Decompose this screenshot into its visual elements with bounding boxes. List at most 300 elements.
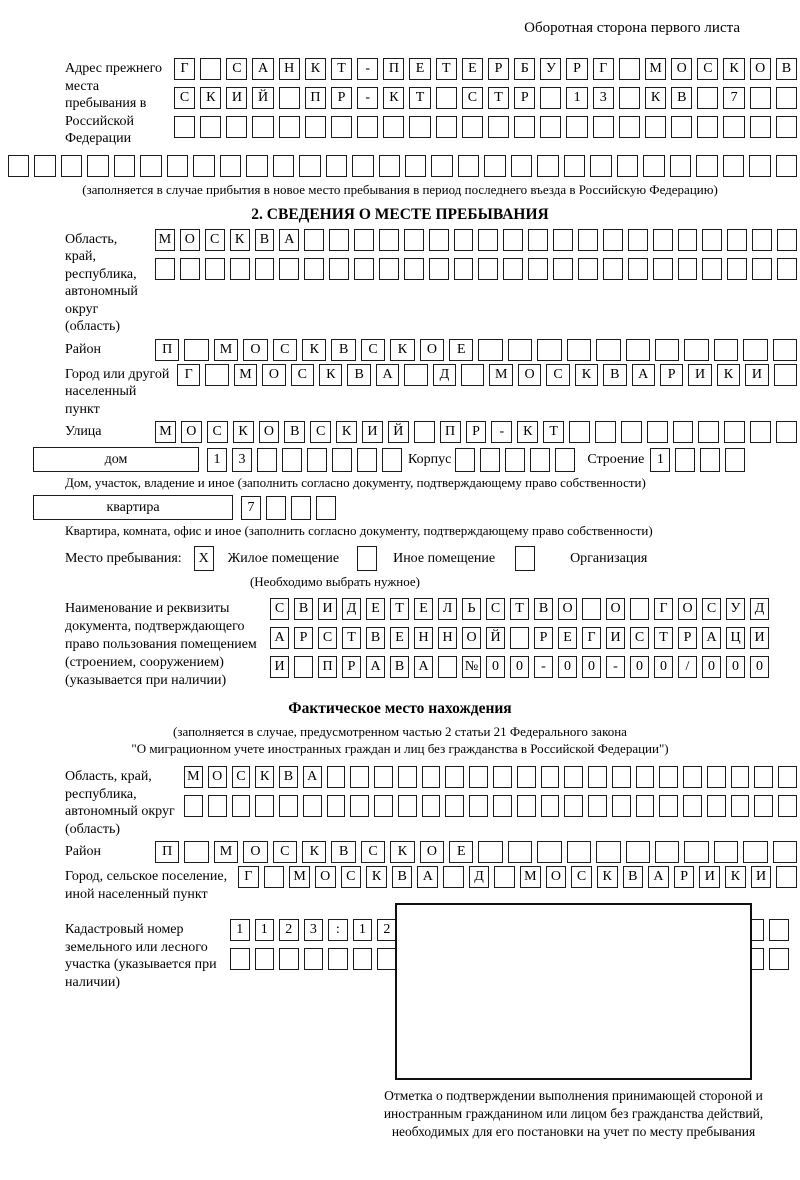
char-box[interactable]: А xyxy=(303,766,322,788)
char-box[interactable]: И xyxy=(226,87,247,109)
char-box[interactable]: К xyxy=(319,364,342,386)
char-box[interactable] xyxy=(774,364,797,386)
char-box[interactable]: О xyxy=(180,229,200,251)
char-box[interactable]: К xyxy=(336,421,357,443)
char-box[interactable]: О xyxy=(546,866,567,888)
char-box[interactable]: 3 xyxy=(304,919,324,941)
char-box[interactable] xyxy=(469,766,488,788)
char-box[interactable] xyxy=(621,421,642,443)
char-box[interactable]: О xyxy=(671,58,692,80)
char-box[interactable] xyxy=(353,948,373,970)
char-box[interactable] xyxy=(588,795,607,817)
char-box[interactable] xyxy=(684,841,708,863)
char-box[interactable]: П xyxy=(305,87,326,109)
char-box[interactable]: С xyxy=(273,339,297,361)
char-box[interactable]: М xyxy=(645,58,666,80)
char-box[interactable] xyxy=(643,155,664,177)
char-box[interactable]: В xyxy=(347,364,370,386)
char-box[interactable]: Р xyxy=(678,627,697,649)
char-box[interactable]: Д xyxy=(750,598,769,620)
char-box[interactable]: К xyxy=(255,766,274,788)
char-box[interactable]: К xyxy=(230,229,250,251)
char-box[interactable]: В xyxy=(279,766,298,788)
char-box[interactable]: 0 xyxy=(486,656,505,678)
char-box[interactable] xyxy=(582,598,601,620)
char-box[interactable]: М xyxy=(520,866,541,888)
char-box[interactable] xyxy=(697,87,718,109)
char-box[interactable] xyxy=(279,795,298,817)
char-box[interactable] xyxy=(714,339,738,361)
char-box[interactable]: В xyxy=(776,58,797,80)
char-box[interactable] xyxy=(683,766,702,788)
char-box[interactable] xyxy=(455,448,475,472)
char-box[interactable] xyxy=(743,841,767,863)
char-box[interactable]: 0 xyxy=(726,656,745,678)
char-box[interactable]: М xyxy=(234,364,257,386)
char-box[interactable]: К xyxy=(200,87,221,109)
char-box[interactable] xyxy=(727,229,747,251)
char-box[interactable]: Д xyxy=(469,866,490,888)
char-box[interactable] xyxy=(540,87,561,109)
char-box[interactable] xyxy=(655,339,679,361)
char-box[interactable]: 1 xyxy=(230,919,250,941)
char-box[interactable] xyxy=(630,598,649,620)
char-box[interactable]: В xyxy=(671,87,692,109)
char-box[interactable] xyxy=(776,421,797,443)
char-box[interactable] xyxy=(193,155,214,177)
char-box[interactable] xyxy=(540,116,561,138)
char-box[interactable]: А xyxy=(366,656,385,678)
char-box[interactable] xyxy=(578,229,598,251)
char-box[interactable] xyxy=(773,841,797,863)
char-box[interactable] xyxy=(350,795,369,817)
char-box[interactable]: О xyxy=(462,627,481,649)
char-box[interactable] xyxy=(697,116,718,138)
organization-checkbox[interactable] xyxy=(515,546,535,571)
char-box[interactable]: К xyxy=(366,866,387,888)
char-box[interactable] xyxy=(678,229,698,251)
char-box[interactable]: О xyxy=(262,364,285,386)
char-box[interactable] xyxy=(398,766,417,788)
char-box[interactable] xyxy=(478,841,502,863)
char-box[interactable]: И xyxy=(606,627,625,649)
char-box[interactable] xyxy=(232,795,251,817)
char-box[interactable] xyxy=(655,841,679,863)
char-box[interactable] xyxy=(304,948,324,970)
char-box[interactable]: С xyxy=(174,87,195,109)
char-box[interactable] xyxy=(564,155,585,177)
char-box[interactable]: И xyxy=(750,627,769,649)
char-box[interactable] xyxy=(752,229,772,251)
char-box[interactable] xyxy=(184,795,203,817)
char-box[interactable]: К xyxy=(233,421,254,443)
char-box[interactable] xyxy=(567,339,591,361)
char-box[interactable] xyxy=(505,448,525,472)
char-box[interactable]: К xyxy=(390,841,414,863)
char-box[interactable]: Г xyxy=(238,866,259,888)
char-box[interactable] xyxy=(398,795,417,817)
char-box[interactable] xyxy=(409,116,430,138)
char-box[interactable]: Е xyxy=(449,339,473,361)
char-box[interactable] xyxy=(462,116,483,138)
char-box[interactable]: Н xyxy=(414,627,433,649)
char-box[interactable]: Б xyxy=(514,58,535,80)
char-box[interactable] xyxy=(511,155,532,177)
char-box[interactable] xyxy=(517,766,536,788)
char-box[interactable]: П xyxy=(155,339,179,361)
char-box[interactable]: Е xyxy=(366,598,385,620)
char-box[interactable]: Т xyxy=(390,598,409,620)
char-box[interactable]: С xyxy=(361,841,385,863)
char-box[interactable] xyxy=(508,339,532,361)
char-box[interactable] xyxy=(707,766,726,788)
char-box[interactable] xyxy=(731,766,750,788)
char-box[interactable]: Н xyxy=(438,627,457,649)
char-box[interactable] xyxy=(87,155,108,177)
char-box[interactable] xyxy=(484,155,505,177)
char-box[interactable] xyxy=(279,948,299,970)
char-box[interactable] xyxy=(404,258,424,280)
char-box[interactable] xyxy=(628,258,648,280)
char-box[interactable]: 0 xyxy=(582,656,601,678)
char-box[interactable]: 7 xyxy=(723,87,744,109)
char-box[interactable]: А xyxy=(279,229,299,251)
char-box[interactable] xyxy=(698,421,719,443)
char-box[interactable] xyxy=(305,116,326,138)
char-box[interactable]: С xyxy=(291,364,314,386)
char-box[interactable]: И xyxy=(318,598,337,620)
char-box[interactable]: С xyxy=(341,866,362,888)
char-box[interactable]: С xyxy=(486,598,505,620)
char-box[interactable] xyxy=(494,866,515,888)
char-box[interactable] xyxy=(114,155,135,177)
char-box[interactable] xyxy=(316,496,336,520)
char-box[interactable] xyxy=(503,258,523,280)
char-box[interactable]: Т xyxy=(510,598,529,620)
char-box[interactable] xyxy=(307,448,327,472)
char-box[interactable]: В xyxy=(534,598,553,620)
char-box[interactable] xyxy=(205,364,228,386)
char-box[interactable] xyxy=(683,795,702,817)
char-box[interactable] xyxy=(478,258,498,280)
char-box[interactable] xyxy=(357,116,378,138)
char-box[interactable] xyxy=(537,841,561,863)
char-box[interactable]: О xyxy=(243,339,267,361)
char-box[interactable]: С xyxy=(273,841,297,863)
char-box[interactable] xyxy=(553,258,573,280)
char-box[interactable]: - xyxy=(491,421,512,443)
char-box[interactable] xyxy=(684,339,708,361)
char-box[interactable] xyxy=(671,116,692,138)
char-box[interactable] xyxy=(436,116,457,138)
char-box[interactable]: П xyxy=(318,656,337,678)
char-box[interactable]: Т xyxy=(543,421,564,443)
char-box[interactable]: О xyxy=(181,421,202,443)
residential-premises-checkbox[interactable]: X xyxy=(194,546,214,571)
char-box[interactable] xyxy=(528,258,548,280)
char-box[interactable] xyxy=(647,421,668,443)
char-box[interactable]: / xyxy=(678,656,697,678)
char-box[interactable]: О xyxy=(750,58,771,80)
char-box[interactable] xyxy=(414,421,435,443)
char-box[interactable] xyxy=(645,116,666,138)
char-box[interactable]: Л xyxy=(438,598,457,620)
char-box[interactable] xyxy=(246,155,267,177)
char-box[interactable] xyxy=(700,448,720,472)
char-box[interactable]: 0 xyxy=(654,656,673,678)
char-box[interactable] xyxy=(282,448,302,472)
char-box[interactable] xyxy=(404,364,427,386)
char-box[interactable]: У xyxy=(540,58,561,80)
char-box[interactable]: П xyxy=(155,841,179,863)
char-box[interactable]: 0 xyxy=(702,656,721,678)
char-box[interactable]: С xyxy=(697,58,718,80)
char-box[interactable] xyxy=(469,795,488,817)
char-box[interactable] xyxy=(255,948,275,970)
char-box[interactable]: 1 xyxy=(353,919,373,941)
char-box[interactable]: А xyxy=(414,656,433,678)
char-box[interactable] xyxy=(636,795,655,817)
char-box[interactable] xyxy=(354,229,374,251)
char-box[interactable]: О xyxy=(420,841,444,863)
char-box[interactable] xyxy=(702,229,722,251)
char-box[interactable] xyxy=(382,448,402,472)
char-box[interactable]: А xyxy=(702,627,721,649)
char-box[interactable]: А xyxy=(270,627,289,649)
char-box[interactable]: В xyxy=(331,841,355,863)
char-box[interactable]: В xyxy=(284,421,305,443)
char-box[interactable] xyxy=(255,258,275,280)
char-box[interactable] xyxy=(488,116,509,138)
char-box[interactable] xyxy=(750,116,771,138)
char-box[interactable] xyxy=(230,948,250,970)
char-box[interactable] xyxy=(696,155,717,177)
char-box[interactable]: А xyxy=(648,866,669,888)
char-box[interactable] xyxy=(617,155,638,177)
char-box[interactable]: С xyxy=(232,766,251,788)
char-box[interactable] xyxy=(553,229,573,251)
char-box[interactable]: Ь xyxy=(462,598,481,620)
char-box[interactable] xyxy=(619,116,640,138)
char-box[interactable] xyxy=(628,229,648,251)
char-box[interactable] xyxy=(537,339,561,361)
char-box[interactable] xyxy=(777,258,797,280)
char-box[interactable] xyxy=(374,795,393,817)
char-box[interactable] xyxy=(443,866,464,888)
char-box[interactable] xyxy=(541,766,560,788)
char-box[interactable]: Р xyxy=(466,421,487,443)
char-box[interactable] xyxy=(279,258,299,280)
char-box[interactable]: К xyxy=(517,421,538,443)
char-box[interactable]: С xyxy=(462,87,483,109)
char-box[interactable]: Р xyxy=(566,58,587,80)
char-box[interactable] xyxy=(675,448,695,472)
char-box[interactable]: М xyxy=(155,421,176,443)
char-box[interactable]: 0 xyxy=(750,656,769,678)
char-box[interactable] xyxy=(776,116,797,138)
char-box[interactable] xyxy=(619,58,640,80)
char-box[interactable]: Е xyxy=(462,58,483,80)
char-box[interactable] xyxy=(754,766,773,788)
char-box[interactable]: Р xyxy=(660,364,683,386)
char-box[interactable] xyxy=(707,795,726,817)
char-box[interactable] xyxy=(257,448,277,472)
char-box[interactable]: В xyxy=(366,627,385,649)
char-box[interactable] xyxy=(493,795,512,817)
char-box[interactable]: О xyxy=(259,421,280,443)
char-box[interactable] xyxy=(174,116,195,138)
char-box[interactable]: К xyxy=(390,339,414,361)
char-box[interactable] xyxy=(590,155,611,177)
char-box[interactable] xyxy=(140,155,161,177)
char-box[interactable] xyxy=(205,258,225,280)
char-box[interactable] xyxy=(379,258,399,280)
char-box[interactable] xyxy=(304,229,324,251)
char-box[interactable]: 2 xyxy=(377,919,397,941)
char-box[interactable] xyxy=(743,339,767,361)
char-box[interactable] xyxy=(167,155,188,177)
char-box[interactable] xyxy=(431,155,452,177)
char-box[interactable] xyxy=(714,841,738,863)
char-box[interactable]: М xyxy=(489,364,512,386)
char-box[interactable] xyxy=(754,795,773,817)
apartment-type-box[interactable]: квартира xyxy=(33,495,233,520)
char-box[interactable]: Р xyxy=(294,627,313,649)
char-box[interactable]: - xyxy=(534,656,553,678)
char-box[interactable]: И xyxy=(362,421,383,443)
char-box[interactable] xyxy=(776,155,797,177)
char-box[interactable] xyxy=(436,87,457,109)
char-box[interactable] xyxy=(678,258,698,280)
char-box[interactable]: Й xyxy=(252,87,273,109)
char-box[interactable] xyxy=(731,795,750,817)
char-box[interactable] xyxy=(659,795,678,817)
char-box[interactable]: - xyxy=(357,58,378,80)
char-box[interactable] xyxy=(567,841,591,863)
char-box[interactable] xyxy=(493,766,512,788)
char-box[interactable] xyxy=(332,448,352,472)
char-box[interactable] xyxy=(750,421,771,443)
char-box[interactable]: В xyxy=(255,229,275,251)
char-box[interactable] xyxy=(773,339,797,361)
char-box[interactable]: 0 xyxy=(510,656,529,678)
char-box[interactable]: К xyxy=(717,364,740,386)
char-box[interactable] xyxy=(595,421,616,443)
char-box[interactable]: Й xyxy=(388,421,409,443)
char-box[interactable] xyxy=(750,87,771,109)
char-box[interactable] xyxy=(354,258,374,280)
char-box[interactable] xyxy=(379,229,399,251)
char-box[interactable] xyxy=(252,116,273,138)
char-box[interactable] xyxy=(329,258,349,280)
char-box[interactable]: К xyxy=(302,841,326,863)
char-box[interactable] xyxy=(588,766,607,788)
char-box[interactable] xyxy=(653,229,673,251)
char-box[interactable] xyxy=(593,116,614,138)
char-box[interactable] xyxy=(564,766,583,788)
char-box[interactable]: О xyxy=(518,364,541,386)
char-box[interactable] xyxy=(34,155,55,177)
char-box[interactable] xyxy=(255,795,274,817)
char-box[interactable] xyxy=(184,841,208,863)
char-box[interactable]: М xyxy=(155,229,175,251)
char-box[interactable]: Ц xyxy=(726,627,745,649)
char-box[interactable]: 1 xyxy=(650,448,670,472)
char-box[interactable] xyxy=(530,448,550,472)
char-box[interactable] xyxy=(304,258,324,280)
char-box[interactable]: Е xyxy=(449,841,473,863)
char-box[interactable] xyxy=(429,229,449,251)
char-box[interactable]: 0 xyxy=(630,656,649,678)
char-box[interactable] xyxy=(279,116,300,138)
char-box[interactable]: 1 xyxy=(207,448,227,472)
char-box[interactable]: Т xyxy=(436,58,457,80)
char-box[interactable] xyxy=(596,841,620,863)
char-box[interactable] xyxy=(612,766,631,788)
char-box[interactable] xyxy=(725,448,745,472)
char-box[interactable]: С xyxy=(207,421,228,443)
char-box[interactable]: Н xyxy=(279,58,300,80)
char-box[interactable] xyxy=(510,627,529,649)
char-box[interactable]: Е xyxy=(409,58,430,80)
char-box[interactable]: Г xyxy=(593,58,614,80)
char-box[interactable]: - xyxy=(357,87,378,109)
char-box[interactable] xyxy=(626,841,650,863)
char-box[interactable] xyxy=(438,656,457,678)
char-box[interactable] xyxy=(357,448,377,472)
char-box[interactable]: 0 xyxy=(558,656,577,678)
char-box[interactable]: Д xyxy=(433,364,456,386)
char-box[interactable]: 3 xyxy=(232,448,252,472)
char-box[interactable]: У xyxy=(726,598,745,620)
char-box[interactable] xyxy=(220,155,241,177)
char-box[interactable] xyxy=(723,116,744,138)
char-box[interactable] xyxy=(383,116,404,138)
char-box[interactable]: А xyxy=(632,364,655,386)
char-box[interactable]: И xyxy=(745,364,768,386)
char-box[interactable]: К xyxy=(723,58,744,80)
char-box[interactable] xyxy=(752,258,772,280)
char-box[interactable] xyxy=(454,258,474,280)
char-box[interactable] xyxy=(636,766,655,788)
char-box[interactable]: Р xyxy=(342,656,361,678)
char-box[interactable]: М xyxy=(289,866,310,888)
char-box[interactable] xyxy=(777,229,797,251)
char-box[interactable] xyxy=(653,258,673,280)
char-box[interactable]: О xyxy=(315,866,336,888)
char-box[interactable]: О xyxy=(208,766,227,788)
char-box[interactable] xyxy=(724,421,745,443)
char-box[interactable]: В xyxy=(331,339,355,361)
char-box[interactable]: Г xyxy=(177,364,200,386)
char-box[interactable] xyxy=(200,116,221,138)
char-box[interactable]: С xyxy=(310,421,331,443)
char-box[interactable] xyxy=(454,229,474,251)
char-box[interactable] xyxy=(291,496,311,520)
char-box[interactable]: 7 xyxy=(241,496,261,520)
char-box[interactable]: С xyxy=(270,598,289,620)
char-box[interactable]: В xyxy=(390,656,409,678)
char-box[interactable] xyxy=(702,258,722,280)
char-box[interactable]: К xyxy=(575,364,598,386)
char-box[interactable]: Т xyxy=(488,87,509,109)
char-box[interactable]: О xyxy=(243,841,267,863)
char-box[interactable] xyxy=(566,116,587,138)
char-box[interactable]: С xyxy=(571,866,592,888)
char-box[interactable] xyxy=(478,229,498,251)
char-box[interactable] xyxy=(327,795,346,817)
char-box[interactable] xyxy=(8,155,29,177)
